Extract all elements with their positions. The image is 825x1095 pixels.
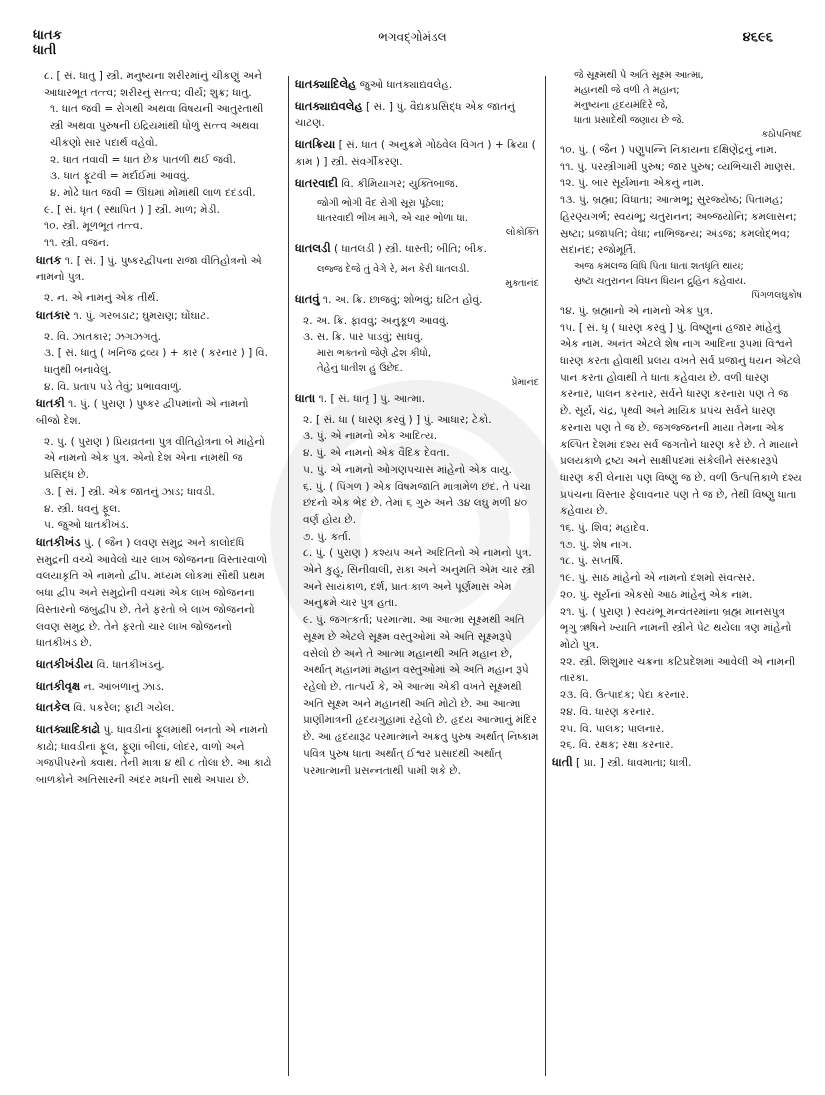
sense-definition: ૧૬. પું. શિવ; મહાદેવ.: [560, 522, 650, 535]
dictionary-entry: [36, 252, 276, 286]
sense-definition: ૮. [ સં. ધાતુ ] સ્ત્રી. મનુષ્યના શરીરમાંનું ચીકણું અને આધારભૂત તત્ત્વ; શરીરનું સત્ત્વ; વીર્ય; શુક્ર; ધાતુ.: [44, 70, 263, 99]
dictionary-entry: [36, 395, 276, 429]
definition-text: ( ધાતલડી ) સ્ત્રી. ધાસ્તી; બીતિ; બીક.: [334, 243, 487, 256]
column-1: [36, 68, 276, 793]
sense-definition: ૧૦. સ્ત્રી. મૂળભૂત તત્ત્વ.: [44, 220, 143, 233]
sense-definition: ૬. પું. ( પિંગળ ) એક વિષમજાતિ માત્રામેળ છંદ. તે પંચા છંદનો એક ભેદ છે. તેમાં ૬ ગુરુ અને ૩૪ લઘુ મળી ૪૦ વર્ણ હોય છે.: [303, 480, 531, 526]
dictionary-entry: [295, 175, 539, 193]
sense-definition: ૮. પું. ( પુરાણ ) કશ્યપ અને અદિતિનો એ નામનો પુત્ર. એને કુહૂ, સિનીવાલી, રાકા અને અનુમતિ એમ ચાર સ્ત્રી અને સાયંકાળ, દર્શ, પ્રાતઃકાળ અને પૂર્ણમાસ એમ અનુક્રમે ચાર પુત્ર હતા.: [303, 547, 535, 610]
verse-line: તેહેનું ધાતીશ હું ઉછેદ.: [317, 363, 403, 375]
sense-definition: ૨૧. પું. ( પુરાણ ) સ્વયંભૂ મન્વંતરમાંના બ્રહ્મ માનસપુત્ર ભૃગુ ઋષિને ખ્યાતિ નામની સ્ત્રીને પેટ થયેલા ત્રણ માંહેનો મોટો પુત્ર.: [560, 605, 792, 651]
definition-text: વિ. ધાતકીખંડનું.: [96, 658, 165, 671]
verse-line: મનુષ્યના હૃદયમંદિરે જે,: [574, 100, 669, 111]
headword: ધાતક્યાદ્યવલેહ: [295, 98, 363, 113]
sense-definition: ૨. અ. ક્રિ. ફાવવું; અનુકૂળ આવવું.: [303, 314, 449, 327]
headword: ધાતકીવૃક્ષ: [36, 678, 81, 693]
dictionary-entry: [295, 291, 539, 309]
verse-line: ધાતા પ્રસાદેથી જણાય છે જે.: [574, 115, 685, 126]
sense-definition: ૭. પું. કર્તા.: [303, 530, 352, 543]
headword: ધાતક્રિયા: [295, 137, 336, 152]
dictionary-entry: [295, 98, 539, 132]
verse-line: મારા ભક્તનો જેણે દ્વેશ કીધો,: [317, 348, 431, 360]
sense-definition: ૧૭. પું. શેષ નાગ.: [560, 538, 632, 551]
headword: ધાતકાર: [36, 307, 71, 322]
quote-source: પ્રેમાનંદ: [511, 377, 539, 389]
definition-text: [ સં. ધાત ( અનુક્રમે ગોઠવેલ વિગત ) + ક્રિયા ( કામ ) ] સ્ત્રી. સંવર્ગીકરણ.: [295, 139, 536, 168]
verse-line: જે સૂક્ષ્મથી પે અતિ સૂક્ષ્મ આત્મા,: [574, 70, 704, 81]
sense-definition: ૧૩. પું. બ્રહ્મા; વિધાતા; આત્મભૂ; સુરજ્યેષ્ઠ; પિતામહ; હિરણ્યગર્ભ; સ્વયંભૂ; ચતુરાનન; અબ્જયોનિ; કમલાસન; સ્રષ્ટા; પ્રજાપતિ; વેધા; નાભિજન્ય; અંડજ; કમલોદ્ભવ; સદાનંદ; રજોમૂર્તિ.: [560, 194, 797, 257]
dictionary-entry: [36, 656, 276, 674]
quote-source: કઠોપનિષદ: [761, 129, 802, 140]
sense-definition: ૨. પું. ( પુરાણ ) પ્રિયવ્રતના પુત્ર વીતિહોત્રના બે માંહેનો એ નામનો એક પુત્ર. એનો દેશ એના નામથી જ પ્રસિદ્ધ છે.: [44, 435, 265, 482]
definition-text: ૧. પું. ગરબડાટ; ઘુમરાણ; ઘોંઘાટ.: [73, 309, 210, 322]
verse-quote: [295, 196, 539, 226]
sense-definition: ૨૫. વિ. પાલક; પાલનાર.: [560, 722, 665, 735]
sense-definition: ૩. સ. ક્રિ. પાર પાડવું; સાધવું.: [303, 331, 424, 344]
idiom-definition: ૩. ધાત ફૂટવી = મર્દાઈમાં આવવું.: [50, 170, 190, 183]
sense-definition: ૨૨. સ્ત્રી. શિશુમાર ચક્રના કટિપ્રદેશમાં આવેલી એ નામની તારકા.: [560, 655, 796, 685]
definition-text: જુઓ ધાતક્યાદ્યવલેહ.: [359, 79, 453, 91]
sense-definition: ૧૧. સ્ત્રી. વજન.: [44, 237, 110, 250]
sense-definition: ૪. પું. એ નામનો એક વૈદિક દેવતા.: [303, 447, 450, 460]
dictionary-entry: [295, 240, 539, 258]
sense-definition: ૧૮. પું. સપ્તર્ષિ.: [560, 555, 624, 568]
sense-definition: ૧૯. પું. સાઠ માંહેનો એ નામનો દશમો સંવત્સર.: [560, 572, 756, 585]
sense-definition: ૫. પું. એ નામનો ઓગણપચાસ માંહેનો એક વાયુ.: [303, 463, 512, 476]
definition-text: ૧. પું. ( પુરાણ ) પુષ્કર દ્વીપમાંનો એ નામનો બીજો દેશ.: [36, 398, 249, 428]
verse-line: લજ્જ દેજે તું વેગે રે, મન કેરી ધાતલડી.: [317, 263, 470, 275]
dictionary-entry: [295, 390, 539, 408]
page-header: [0, 28, 825, 58]
sense-definition: ૧૨. પું. બાર સૂર્યમાંના એકનું નામ.: [560, 177, 705, 190]
sense-definition: ૨. [ સં. ધા ( ધારણ કરવું ) ] પું. આધાર; ટેકો.: [303, 413, 492, 426]
verse-quote: [295, 262, 539, 277]
sense-definition: ૧૪. પું. બ્રહ્માનો એ નામનો એક પુત્ર.: [560, 304, 714, 317]
definition-text: ૧. [ સં. ધાતૃ ] પું. આત્મા.: [318, 393, 426, 406]
definition-text: પું. ( જૈન ) લવણ સમુદ્ર અને કાલોદધિ સમુદ્રની વચ્ચે આવેલો ચાર લાખ જોજનના વિસ્તારવાળો વલયાકૃતિ એ નામનો દ્વીપ. મધ્યમ લોકમાં સૌથી પ્રથમ બધા દ્વીપ અને સમુદ્રોની વચમાં એક લાખ જોજનના વિસ્તારનો જંબુદ્વીપ છે. તેને ફરતો બે લાખ જોજનનો લવણ સમુદ્ર છે. તેને ફરતો ચાર લાખ જોજનનો ધાતકીખંડ છે.: [36, 536, 268, 650]
definition-text: ૧. [ સં. ] પું. પુષ્કરદ્વીપના રાજા વીતિહોત્રનો એ નામનો પુત્ર.: [36, 254, 262, 284]
sense-definition: ૧૫. [ સં. ધૃ ( ધારણ કરવું ] પું. વિષ્ણુનાં હજાર માંહેનું એક નામ. અનંત એટલે શેષ નાગ આદિના રૂપમાં વિશ્વને ધારણ કરતા હોવાથી પ્રલય વખતે સર્વ પ્રજાનું ધયન એટલે પાન કરતા હોવાથી તે ધાતા કહેવાય છે. વળી ધારણ કરનાર, પાલન કરનાર, સર્વને ધારણ કરનારા પણ તે જ છે. સૂર્ય, ચંદ્ર, પૃથ્વી અને માયિક પ્રપંચ સર્વને ધારણ કરનારા પણ તે જ છે. જગજ્જનની માયા તેમના એક કલ્પિત દેશમાં દશ્ય સર્વ જગતોને ધારણ કરે છે. તે માયાને પ્રલયકાળે દ્રષ્ટા અને સાક્ષીપદમાં સંકેલીને સંસ્કારરૂપે ધારણ કરી લેનારા પણ વિષ્ણુ જ છે. વળી ઉત્પત્તિકાળે દશ્ય પ્રપંચના વિસ્તાર ફેલાવનાર પણ તે જ છે, તેથી વિષ્ણુ ધાતા કહેવાય છે.: [560, 321, 802, 518]
quote-source: પિંગળલઘુકોષ: [751, 289, 802, 301]
sense-definition: ૨૩. વિ. ઉત્પાદક; પેદા કરનાર.: [560, 689, 690, 702]
idiom-definition: ૪. મોઢે ધાત જવી = ઊંઘમાં મોંમાંથી લાળ દદડવી.: [50, 186, 256, 199]
sense-definition: ૩. [ સં. ધાતુ ( ખનિજ દ્રવ્ય ) + કાર ( કરનાર ) ] વિ. ધાતુથી બનાવેલું.: [44, 347, 269, 376]
verse-line: મહાનથી જે વળી તે મહાન;: [574, 85, 680, 96]
headword: ધાતક: [36, 252, 62, 267]
definition-text: ૧. અ. ક્રિ. છાજવું; શોભવું; ઘટિત હોવું.: [322, 293, 483, 306]
headword: ધાતકી: [36, 396, 65, 411]
headword: ધાતી: [552, 754, 573, 769]
idiom-definition: ૨. ધાત તવાવી = ધાત છેક પાતળી થઈ જવી.: [50, 153, 236, 166]
verse-quote: [295, 346, 539, 376]
definition-text: [ સં. ] પું. વૈદ્યકપ્રસિદ્ધ એક જાતનું ચાટણ.: [295, 100, 516, 130]
guide-word-first: ધાતક: [33, 28, 62, 43]
dictionary-entry: [36, 307, 276, 325]
definition-text: ન. આંબળાનું ઝાડ.: [83, 680, 165, 693]
sense-definition: ૪. વિ. પ્રતાપ પડે તેવું; પ્રભાવવાળું.: [44, 380, 182, 393]
verse-quote: [552, 68, 802, 128]
sense-definition: ૨૦. પું. સૂર્યનાં એકસો આઠ માંહેનું એક નામ.: [560, 588, 753, 601]
sense-definition: ૯. પું. જગત્કર્તા; પરમાત્મા. આ આત્મા સૂક્ષ્મથી અતિ સૂક્ષ્મ છે એટલે સૂક્ષ્મ વસ્તુઓમાં એ અતિ સૂક્ષ્મરૂપે વસેલો છે અને તે આત્મા મહાનથી અતિ મહાન છે, અર્થાત્ મહાનમાં મહાન વસ્તુઓમાં એ અતિ મહાન રૂપે રહેલો છે. તાત્પર્ય કે, એ આત્મા એકી વખતે સૂક્ષ્મથી અતિ સૂક્ષ્મ અને મહાનથી અતિ મોટો છે. આ આત્મા પ્રાણીમાત્રની હૃદયગુહામાં રહેલો છે. હૃદય આત્માનું મંદિર છે. આ હૃદયારૂઢ પરમાત્માને અક્રતુ પુરુષ અર્થાત્ નિષ્કામ પવિત્ર પુરુષ ધાતા અર્થાત્ ઈશ્વર પ્રસાદથી અર્થાત્ પરમાત્માની પ્રસન્નતાથી પામી શકે છે.: [303, 614, 539, 777]
definition-text: વિ. પકરેલ; ફાટી ગયેલ.: [73, 702, 175, 715]
sense-definition: ૧૧. પું. પરસ્ત્રીગામી પુરુષ; જાર પુરુષ; વ્યભિચારી માણસ.: [560, 160, 796, 173]
headword: ધાતકીખંડ: [36, 534, 81, 549]
headword: ધાતલડી: [295, 241, 331, 256]
page-number: ૪૬૯૬: [742, 30, 773, 45]
sense-definition: ૧૦. પું. ( જૈન ) પણુપન્નિ નિકાયના દક્ષિણેંદ્રનું નામ.: [560, 144, 778, 156]
dictionary-entry: [36, 721, 276, 789]
dictionary-entry: [552, 754, 802, 772]
idiom-definition: ૧. ધાત જવી = રોગથી અથવા વિષયની આતુરતાથી સ્ત્રી અથવા પુરુષની ઇંદ્રિયમાંથી ધોળું સત્ત્વ અથવા ચીકણો સાર પદાર્થ વહેવો.: [50, 103, 264, 149]
quote-source: મુક્તાનંદ: [505, 277, 539, 289]
verse-quote: [552, 259, 802, 289]
headword: ધાતકીખંડીય: [36, 656, 94, 671]
headword: ધાતકેલ: [36, 700, 71, 715]
dictionary-entry: [36, 534, 276, 652]
sense-definition: ૨. ન. એ નામનું એક તીર્થ.: [44, 292, 159, 305]
sense-definition: ૩. [ સં. ] સ્ત્રી. એક જાતનું ઝાડ; ધાવડી.: [44, 485, 215, 498]
sense-definition: ૪. સ્ત્રી. ધવનું ફૂલ.: [44, 502, 121, 515]
verse-line: અજ કમલજ વિધિ પિતા ધાતા શતધૃતિ થાય;: [574, 260, 744, 272]
verse-line: જોગી ભોગી વૈદ રોગી સૂરા પૂઠેલા;: [317, 198, 445, 210]
sense-definition: ૨૬. વિ. રક્ષક; રક્ષા કરનાર.: [560, 739, 674, 752]
quote-source: લોકોક્તિ: [505, 227, 539, 239]
headword: ધાતા: [295, 391, 316, 406]
dictionary-entry: [36, 678, 276, 696]
verse-line: સ્રષ્ટા ચતુરાનન વિધન ધિયન દ્રુહિન કહેવાય.: [574, 275, 747, 287]
book-title: ભગવદ્ગોમંડલ: [378, 30, 447, 44]
column-2: [288, 76, 546, 1076]
column-3: [552, 68, 802, 776]
sense-definition: ૫. જુઓ ધાતકીખંડ.: [44, 519, 129, 532]
verse-line: ધાતરવાદી ભીખ માગે, એ ચાર ભોળા ધા.: [317, 213, 468, 225]
dictionary-entry: [36, 699, 276, 717]
guide-word-last: ધાતી: [33, 43, 57, 58]
sense-definition: ૩. પું. એ નામનો એક આદિત્ય.: [303, 430, 438, 443]
sense-definition: ૨૪. વિ. ધારણ કરનાર.: [560, 705, 655, 718]
dictionary-entry: [295, 136, 539, 170]
definition-text: વિ. કીમિયાગર; યુક્તિબાજ.: [341, 177, 459, 190]
definition-text: પું. ધાવડીનાં ફૂલમાંથી બનતો એ નામનો કાઢો; ધાવડીનાં ફૂલ, ફૂણાં બીલાં, લોદર, વાળો અને ગજપીપરનો ક્વાથ. તેની માત્રા ૪ થી ૮ તોલા છે. આ કાઢો બાળકોને અતિસારની અંદર મધની સાથે અપાય છે.: [36, 724, 272, 787]
sense-definition: ૨. વિ. ઝાતકાર; ઝગઝગતું.: [44, 330, 161, 343]
headword: ધાતક્યાદિલેહ: [295, 77, 357, 91]
dictionary-entry: [295, 76, 539, 94]
sense-definition: ૯. [ સં. ધૃત ( સ્થાપિત ) ] સ્ત્રી. માળ; મેડી.: [44, 203, 220, 216]
headword: ધાતક્યાદિકાઢો: [36, 722, 100, 737]
headword: ધાતરવાદી: [295, 175, 338, 190]
definition-text: [ પ્રા. ] સ્ત્રી. ધાવમાતા; ધાત્રી.: [576, 756, 692, 769]
headword: ધાતવું: [295, 291, 320, 306]
